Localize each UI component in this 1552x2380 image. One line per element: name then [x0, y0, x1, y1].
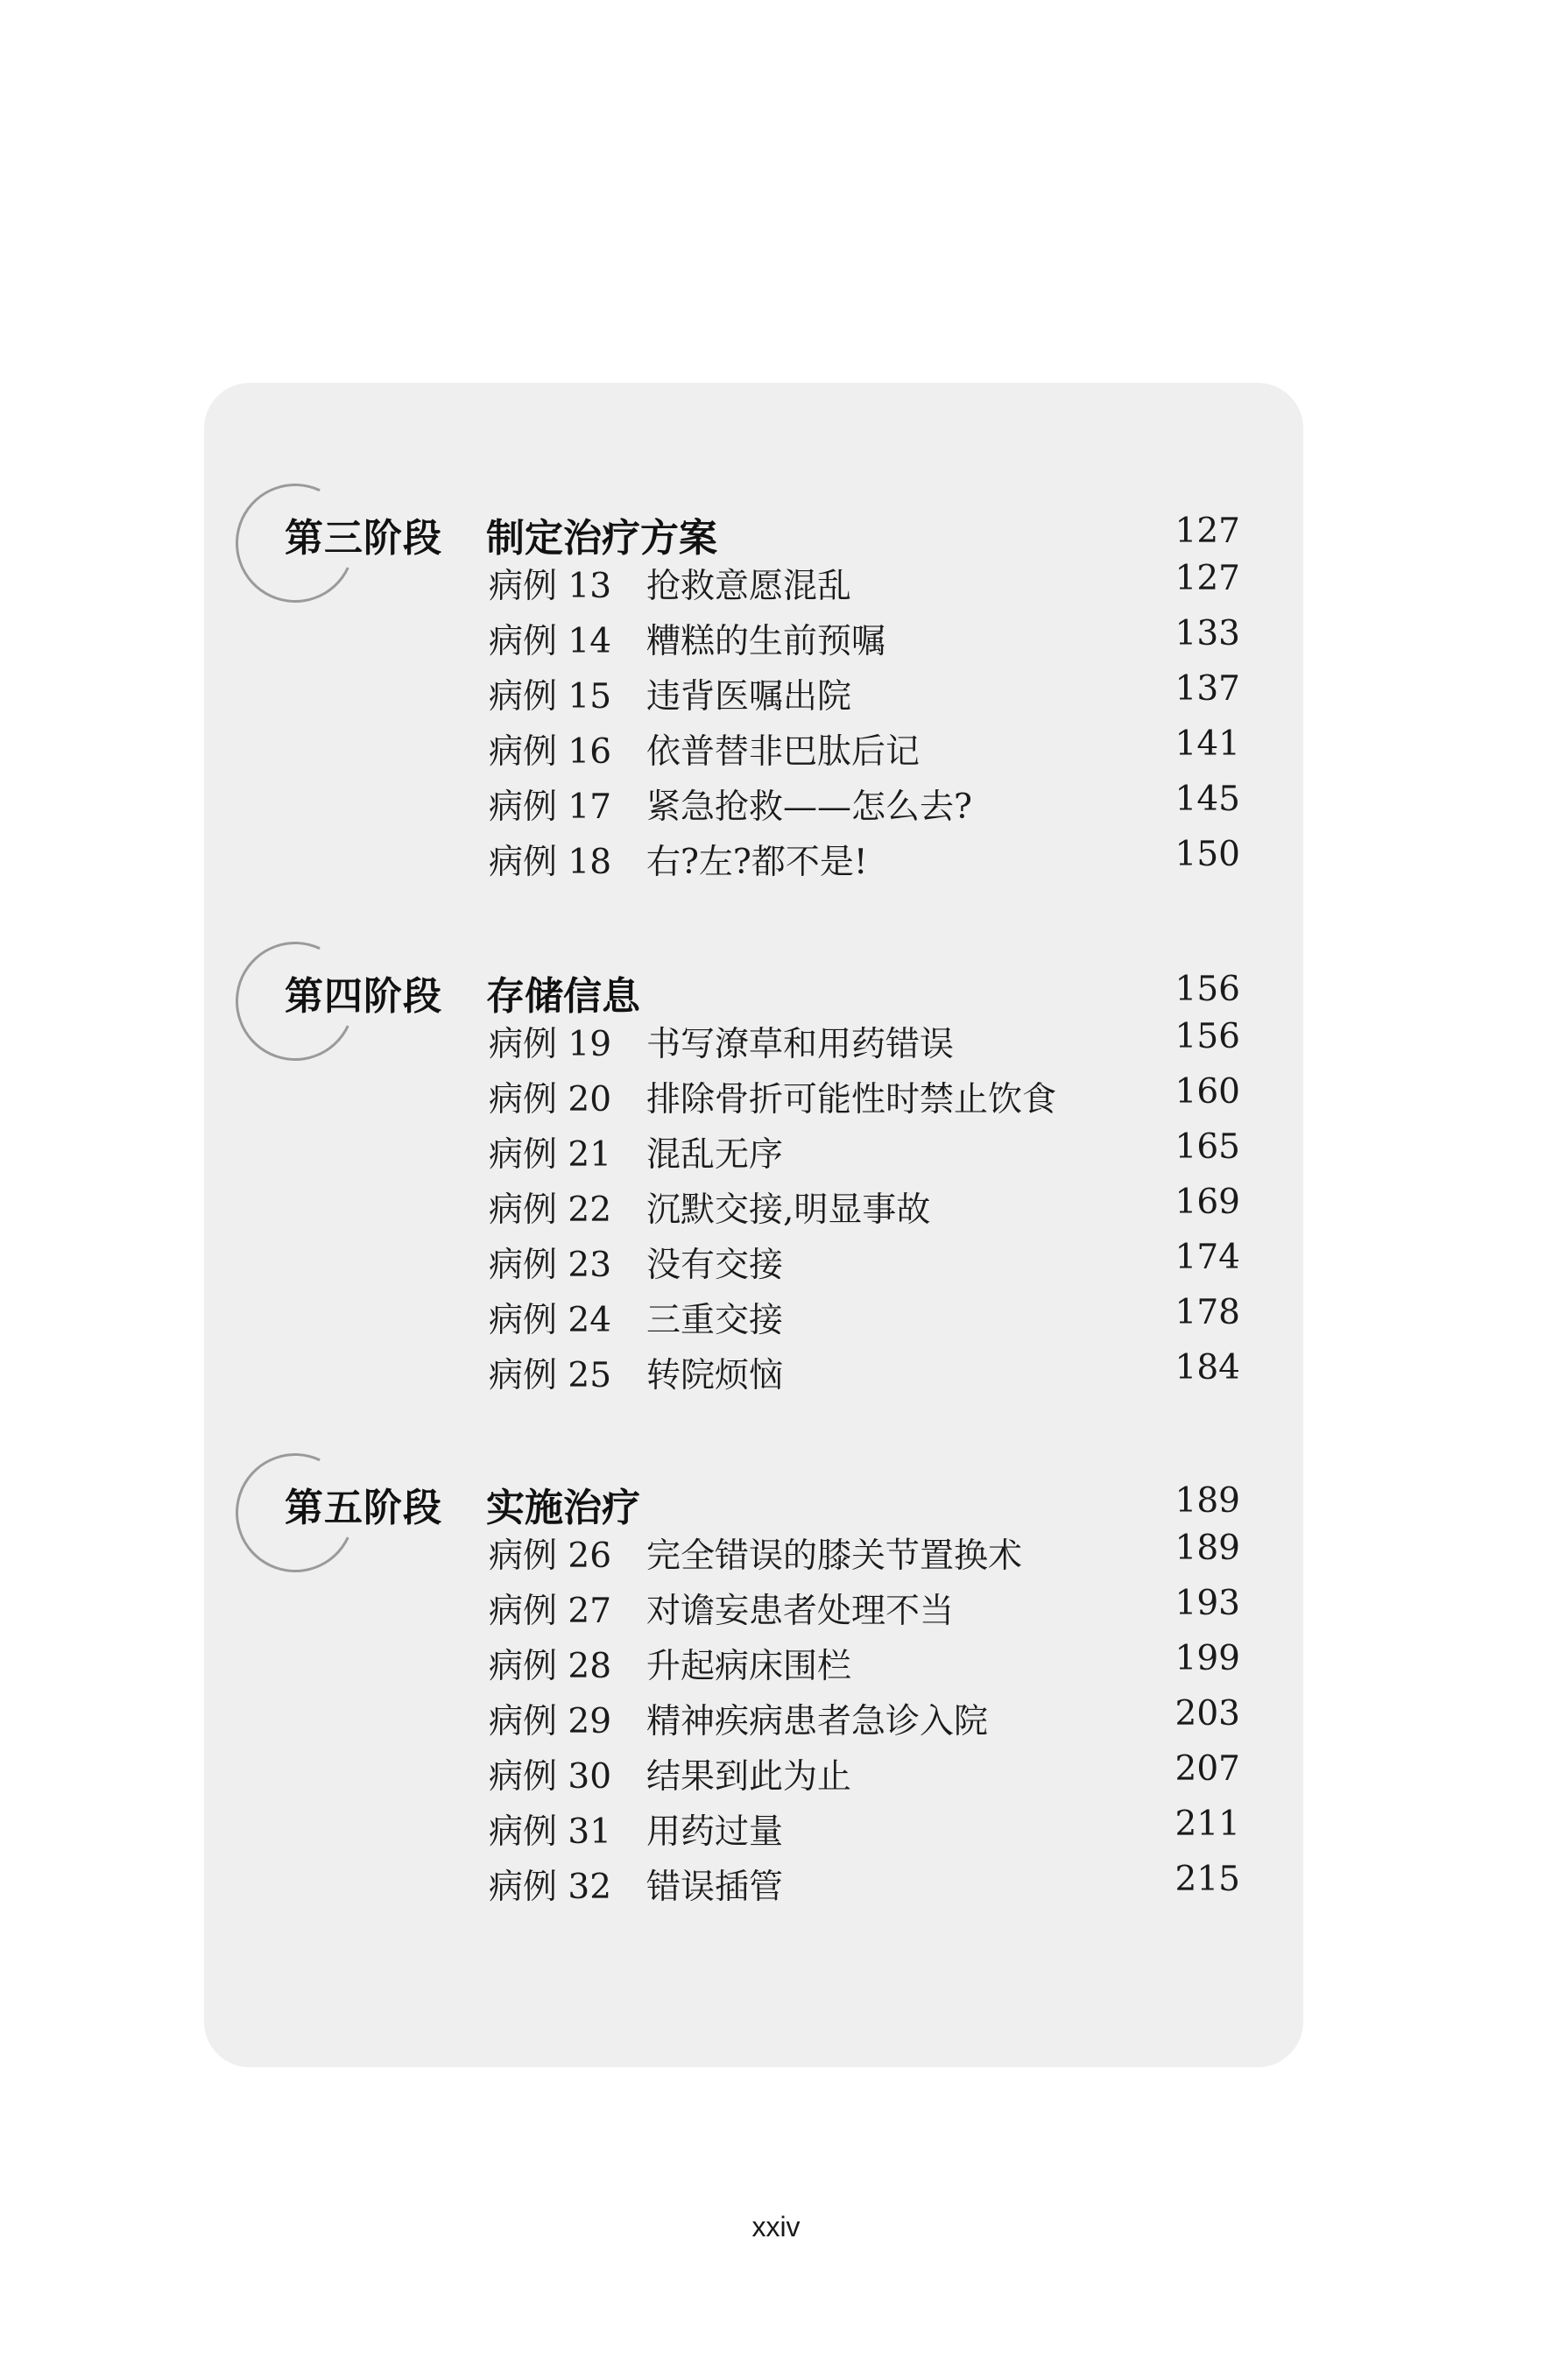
case-title: 升起病床围栏 [646, 1647, 852, 1686]
case-page-number: 141 [1175, 724, 1240, 764]
case-list [204, 1522, 1303, 1908]
case-page-number: 156 [1175, 1017, 1240, 1056]
case-number: 病例 21 [489, 1135, 612, 1175]
case-title: 完全错误的膝关节置换术 [646, 1536, 1023, 1576]
case-page-number: 160 [1175, 1072, 1240, 1112]
toc-entry[interactable] [204, 1341, 1303, 1396]
stage-page-number: 156 [1175, 970, 1240, 1009]
stage-title: 存储信息 [486, 974, 640, 1019]
toc-entry[interactable] [204, 1286, 1303, 1341]
case-number: 病例 31 [489, 1812, 612, 1852]
case-page-number: 174 [1175, 1238, 1240, 1277]
stage-heading[interactable] [204, 1472, 1303, 1529]
table-of-contents-panel [204, 383, 1303, 2067]
case-number: 病例 25 [489, 1356, 612, 1395]
stage-page-number: 189 [1175, 1481, 1240, 1521]
case-page-number: 150 [1175, 835, 1240, 874]
case-title: 依普替非巴肽后记 [646, 732, 921, 772]
case-number: 病例 29 [489, 1702, 612, 1741]
case-number: 病例 30 [489, 1757, 612, 1797]
case-title: 糟糕的生前预嘱 [646, 622, 886, 661]
case-title: 结果到此为止 [646, 1757, 852, 1797]
case-number: 病例 18 [489, 843, 612, 882]
case-number: 病例 15 [489, 677, 612, 717]
stage-page-number: 127 [1175, 512, 1240, 551]
case-page-number: 184 [1175, 1348, 1240, 1388]
stage-label: 第五阶段 [285, 1486, 442, 1530]
stage-label: 第三阶段 [285, 516, 442, 561]
case-title: 书写潦草和用药错误 [646, 1025, 955, 1064]
case-number: 病例 27 [489, 1592, 612, 1631]
case-list [204, 552, 1303, 883]
toc-entry[interactable] [204, 1853, 1303, 1908]
case-title: 抢救意愿混乱 [646, 567, 852, 606]
case-title: 错误插管 [646, 1868, 784, 1907]
toc-entry[interactable] [204, 1522, 1303, 1577]
toc-entry[interactable] [204, 1742, 1303, 1797]
case-title: 沉默交接,明显事故 [646, 1190, 931, 1230]
case-number: 病例 17 [489, 787, 612, 827]
case-page-number: 133 [1175, 614, 1240, 653]
case-title: 混乱无序 [646, 1135, 784, 1175]
case-number: 病例 28 [489, 1647, 612, 1686]
case-title: 排除骨折可能性时禁止饮食 [646, 1080, 1057, 1119]
stage-heading[interactable] [204, 961, 1303, 1017]
case-number: 病例 22 [489, 1190, 612, 1230]
case-page-number: 127 [1175, 559, 1240, 598]
page-number-footer: xxiv [751, 2211, 801, 2242]
toc-entry[interactable] [204, 662, 1303, 717]
case-list [204, 1010, 1303, 1396]
case-title: 右?左?都不是! [646, 843, 868, 882]
stage-title: 制定治疗方案 [486, 516, 717, 561]
case-number: 病例 13 [489, 567, 612, 606]
case-page-number: 169 [1175, 1183, 1240, 1222]
toc-entry[interactable] [204, 1797, 1303, 1853]
case-title: 用药过量 [646, 1812, 784, 1852]
case-page-number: 145 [1175, 780, 1240, 819]
case-title: 转院烦恼 [646, 1356, 784, 1395]
case-title: 三重交接 [646, 1301, 784, 1340]
case-number: 病例 32 [489, 1868, 612, 1907]
case-page-number: 137 [1175, 669, 1240, 709]
case-page-number: 199 [1175, 1639, 1240, 1678]
toc-entry[interactable] [204, 607, 1303, 662]
case-page-number: 215 [1175, 1860, 1240, 1899]
toc-entry[interactable] [204, 1687, 1303, 1742]
case-title: 违背医嘱出院 [646, 677, 852, 717]
case-page-number: 165 [1175, 1127, 1240, 1167]
toc-entry[interactable] [204, 1120, 1303, 1176]
toc-entry[interactable] [204, 1176, 1303, 1231]
case-number: 病例 24 [489, 1301, 612, 1340]
case-number: 病例 16 [489, 732, 612, 772]
toc-entry[interactable] [204, 1010, 1303, 1065]
toc-entry[interactable] [204, 1065, 1303, 1120]
case-number: 病例 19 [489, 1025, 612, 1064]
stage-title: 实施治疗 [486, 1486, 640, 1530]
toc-entry[interactable] [204, 1231, 1303, 1286]
case-page-number: 203 [1175, 1694, 1240, 1734]
toc-entry[interactable] [204, 773, 1303, 828]
toc-entry[interactable] [204, 552, 1303, 607]
case-page-number: 189 [1175, 1529, 1240, 1568]
case-number: 病例 20 [489, 1080, 612, 1119]
stage-heading[interactable] [204, 503, 1303, 559]
toc-entry[interactable] [204, 828, 1303, 883]
toc-entry[interactable] [204, 1632, 1303, 1687]
case-number: 病例 23 [489, 1246, 612, 1285]
case-page-number: 211 [1175, 1804, 1240, 1844]
stage-label: 第四阶段 [285, 974, 442, 1019]
case-number: 病例 14 [489, 622, 612, 661]
case-page-number: 193 [1175, 1584, 1240, 1623]
case-page-number: 178 [1175, 1293, 1240, 1332]
case-number: 病例 26 [489, 1536, 612, 1576]
case-page-number: 207 [1175, 1749, 1240, 1789]
case-title: 紧急抢救——怎么去? [646, 787, 972, 827]
case-title: 没有交接 [646, 1246, 784, 1285]
case-title: 对谵妄患者处理不当 [646, 1592, 955, 1631]
case-title: 精神疾病患者急诊入院 [646, 1702, 989, 1741]
toc-entry[interactable] [204, 717, 1303, 773]
toc-entry[interactable] [204, 1577, 1303, 1632]
